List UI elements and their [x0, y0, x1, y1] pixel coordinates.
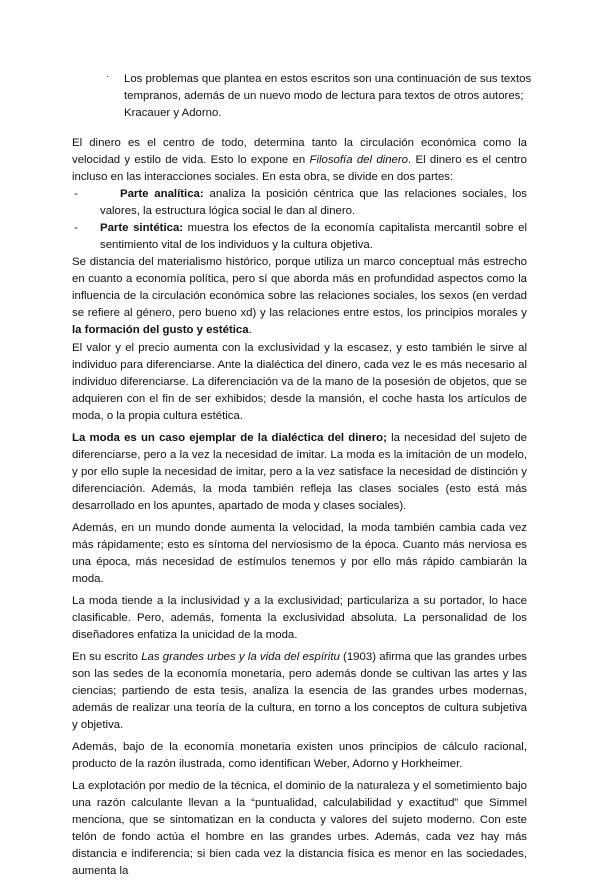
para4-text: la necesidad del sujeto de diferenciarse, pero a la vez la necesidad de imitar. La moda es la imitación de un modelo, y por ello suple la necesidad de imitar, pero a la vez satisface la necesidad de distinción y diferenciación. Además, la moda también refleja las clases sociales (esto está más desarrollado en los apuntes, apartado de moda y clases sociales). — [72, 432, 527, 512]
dash-marker: - — [74, 188, 78, 200]
para1-text-a: El dinero es el centro de todo, determina tanto la circulación económica como la velocidad y estilo de vida. Esto lo expone en — [72, 137, 527, 166]
paragraph-dinero — [72, 135, 527, 339]
list-text-analitica: analiza la posición céntrica que las relaciones sociales, los valores, la estructura lógica social le dan al dinero. — [100, 188, 527, 217]
paragraph-valor: El valor y el precio aumenta con la exclusividad y la escasez, y esto también le sirve al individuo para diferenciarse. Ante la dialéctica del dinero, cada vez le es más necesario al individuo diferenciarse. La diferenciación va de la mano de la posesión de objetos, que se adquieren con el fin de ser exhibidos; desde la mansión, el coche hasta los artículos de moda, o la propia cultura estética. — [72, 342, 527, 422]
paragraph-inclusividad: La moda tiende a la inclusividad y a la exclusividad; particulariza a su portador, lo hace clasificable. Pero, además, fomenta la exclusividad absoluta. La personalidad de los diseñadores enfatiza la unicidad de la moda. — [72, 595, 527, 641]
dash-marker: - — [74, 222, 78, 234]
para1-book-title: Filosofía del dinero — [309, 154, 409, 166]
para2-bold: la formación del gusto y estética — [72, 324, 249, 336]
para7-text-a: En su escrito — [72, 651, 142, 663]
para7-essay-title: Las grandes urbes y la vida del espíritu — [141, 651, 340, 663]
bullet-text: Los problemas que plantea en estos escritos son una continuación de sus textos tempranos, además de un nuevo modo de lectura para textos de otros autores; Kracauer y Adorno. — [124, 73, 532, 119]
list-item-sintetica — [72, 220, 527, 254]
bullet-marker: · — [106, 71, 110, 82]
paragraph-velocidad: Además, en un mundo donde aumenta la velocidad, la moda también cambia cada vez más rápidamente; esto es síntoma del nerviosismo de la época. Cuanto más nerviosa es una época, más necesidad de estímulos tenemos y por ello más rápido cambiarán la moda. — [72, 522, 527, 585]
para2-text-b: . — [248, 324, 252, 336]
list-item-analitica — [72, 186, 527, 220]
para2-text-a: Se distancia del materialismo histórico, porque utiliza un marco conceptual más estrecho en cuanto a economía política, pero sí que aborda más en profundidad aspectos como la influencia de la circulación económica sobre las relaciones sociales, los sexos (en verdad se refiere al género, pero bueno xd) y las relaciones entre estos, los principios morales y — [72, 256, 527, 319]
paragraph-calculo: Además, bajo de la economía monetaria existen unos principios de cálculo racional, producto de la razón ilustrada, como identifican Weber, Adorno y Horkheimer. — [72, 741, 527, 770]
list-label-analitica: Parte analítica: — [120, 188, 204, 200]
para4-bold: La moda es un caso ejemplar de la dialéctica del dinero; — [72, 432, 387, 444]
list-text-sintetica: muestra los efectos de la economía capitalista mercantil sobre el sentimiento vital de los individuos y la cultura objetiva. — [100, 222, 527, 251]
parts-list — [72, 186, 527, 254]
para1-text-b: . El dinero es el centro incluso en las interacciones sociales. En esta obra, se divide en dos partes: — [72, 154, 527, 183]
section-moda — [72, 340, 527, 880]
paragraph-explotacion: La explotación por medio de la técnica, el dominio de la naturaleza y el sometimiento bajo una razón calculante llevan a la “puntualidad, calculabilidad y exactitud” que Simmel menciona, que se sintomatizan en la conducta y valores del sujeto moderno. Con este telón de fondo actúa el hombre en las grandes urbes. Además, cada vez hay más distancia e indiferencia; si bien cada vez la distancia física es menor en las sociedades, aumenta la — [72, 780, 527, 877]
paragraph-grandes-urbes — [72, 649, 527, 734]
paragraph-materialismo — [72, 254, 527, 339]
bullet-item — [106, 71, 546, 122]
paragraph-moda-dialectica — [72, 430, 527, 515]
list-label-sintetica: Parte sintética: — [100, 222, 184, 234]
para7-text-b: (1903) afirma que las grandes urbes son las sedes de la economía monetaria, pero además donde se cultivan las artes y las ciencias; partiendo de esta tesis, analiza la esencia de las grandes urbes modernas, además de realizar una teoría de la cultura, en torno a los conceptos de cultura subjetiva y objetiva. — [72, 651, 527, 731]
